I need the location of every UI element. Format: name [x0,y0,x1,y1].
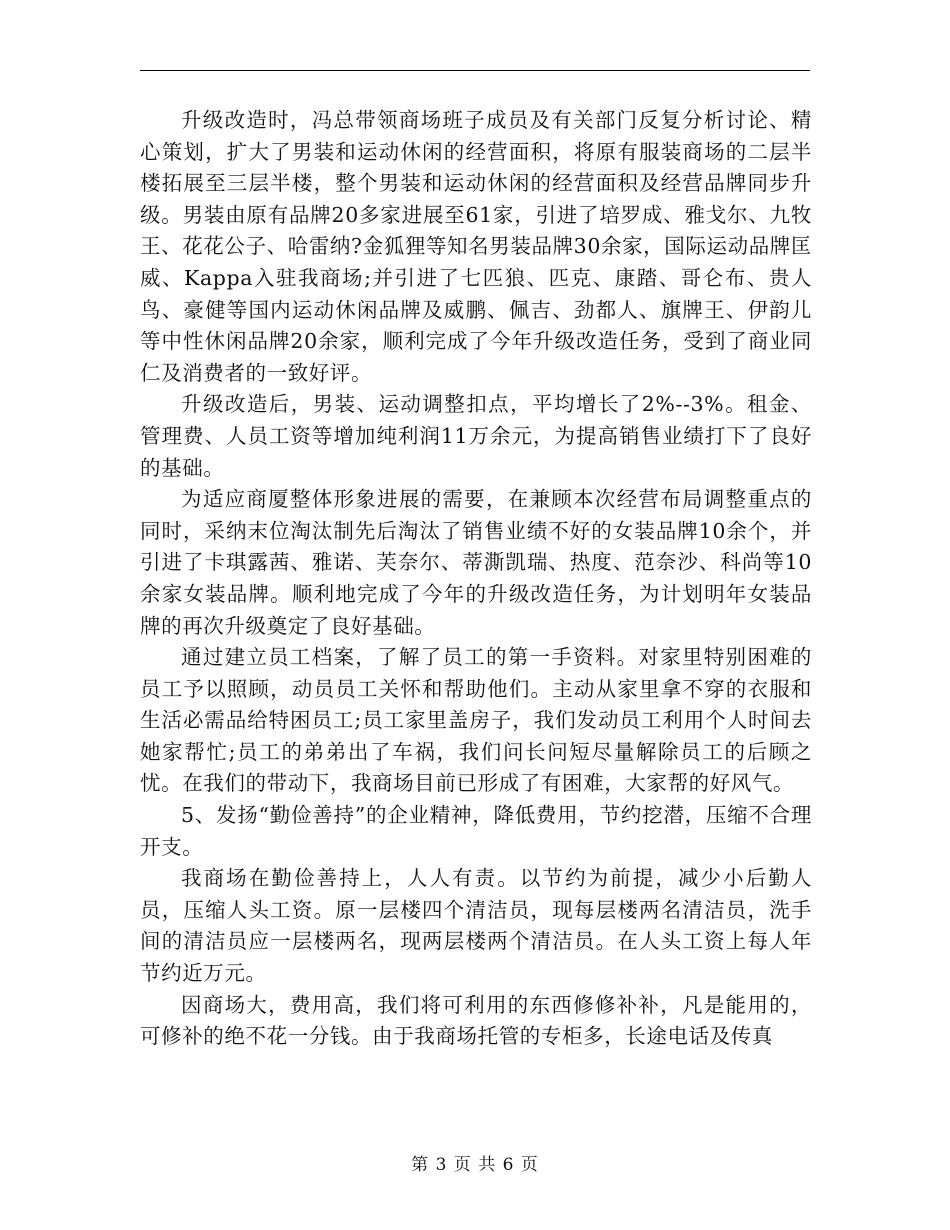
document-body [140,105,812,1053]
paragraph: 我商场在勤俭善持上，人人有责。以节约为前提，减少小后勤人员，压缩人头工资。原一层楼四个清洁员，现每层楼两名清洁员，洗手间的清洁员应一层楼两名，现两层楼两个清洁员。在人头工资上每人年节约近万元。 [140,866,812,986]
paragraph: 升级改造时，冯总带领商场班子成员及有关部门反复分析讨论、精心策划，扩大了男装和运动休闲的经营面积，将原有服装商场的二层半楼拓展至三层半楼，整个男装和运动休闲的经营面积及经营品牌同步升级。男装由原有品牌20多家进展至61家，引进了培罗成、雅戈尔、九牧王、花花公子、哈雷纳?金狐狸等知名男装品牌30余家，国际运动品牌匡威、Kappa入驻我商场;并引进了七匹狼、匹克、康踏、哥仑布、贵人鸟、豪健等国内运动休闲品牌及威鹏、佩吉、劲都人、旗牌王、伊韵儿等中性休闲品牌20余家，顺利完成了今年升级改造任务，受到了商业同仁及消费者的一致好评。 [140,108,812,385]
header-rule [140,70,810,71]
section-heading: 5、发扬“勤俭善持”的企业精神，降低费用，节约挖潜，压缩不合理开支。 [140,803,812,859]
paragraph: 升级改造后，男装、运动调整扣点，平均增长了2%--3%。租金、管理费、人员工资等增加纯利润11万余元，为提高销售业绩打下了良好的基础。 [140,392,812,480]
paragraph: 为适应商厦整体形象进展的需要，在兼顾本次经营布局调整重点的同时，采纳末位淘汰制先后淘汰了销售业绩不好的女装品牌10余个，并引进了卡琪露茜、雅诺、芙奈尔、蒂澌凯瑞、热度、范奈沙、科尚等10余家女装品牌。顺利地完成了今年的升级改造任务，为计划明年女装品牌的再次升级奠定了良好基础。 [140,487,812,638]
page-number: 第 3 页 共 6 页 [411,1155,539,1175]
paragraph: 因商场大，费用高，我们将可利用的东西修修补补，凡是能用的，可修补的绝不花一分钱。由于我商场托管的专柜多，长途电话及传真 [140,992,812,1049]
paragraph: 通过建立员工档案，了解了员工的第一手资料。对家里特别困难的员工予以照顾，动员员工关怀和帮助他们。主动从家里拿不穿的衣服和生活必需品给特困员工;员工家里盖房子，我们发动员工利用个人时间去她家帮忙;员工的弟弟出了车祸，我们问长问短尽量解除员工的后顾之忧。在我们的带动下，我商场目前已形成了有困难，大家帮的好风气。 [140,645,812,796]
